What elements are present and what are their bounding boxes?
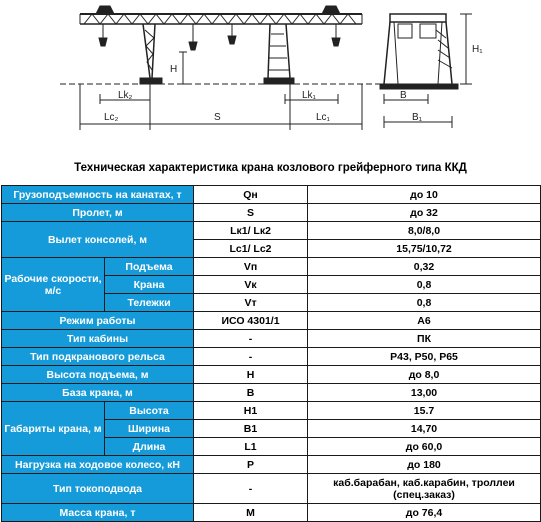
spec-table xyxy=(1,185,541,522)
table-row xyxy=(2,384,541,402)
dim-lk1: Lk₁ xyxy=(302,90,316,101)
row-value: 15.7 xyxy=(308,402,541,420)
row-value: А6 xyxy=(308,312,541,330)
table-row xyxy=(2,222,541,240)
row-symbol: Vк xyxy=(194,276,308,294)
row-label: База крана, м xyxy=(2,384,194,402)
row-symbol: - xyxy=(194,330,308,348)
table-title: Техническая характеристика крана козлового грейферного типа ККД xyxy=(74,162,467,174)
table-row xyxy=(2,504,541,522)
row-symbol: Qн xyxy=(194,186,308,204)
row-value: 13,00 xyxy=(308,384,541,402)
row-symbol: S xyxy=(194,204,308,222)
dim-b: B xyxy=(400,90,407,101)
dim-lc2: Lc₂ xyxy=(104,112,119,123)
row-value: каб.барабан, каб.карабин, троллеи (спец.заказ) xyxy=(308,474,541,504)
sub-label: Крана xyxy=(105,276,194,294)
row-value: 8,0/8,0 xyxy=(308,222,541,240)
row-label: Тип подкранового рельса xyxy=(2,348,194,366)
row-label: Масса крана, т xyxy=(2,504,194,522)
row-symbol: H xyxy=(194,366,308,384)
row-symbol: ИСО 4301/1 xyxy=(194,312,308,330)
table-row xyxy=(2,330,541,348)
dim-h1: H₁ xyxy=(472,44,483,55)
row-symbol: H1 xyxy=(194,402,308,420)
table-row xyxy=(2,204,541,222)
sub-label: Ширина xyxy=(105,420,194,438)
row-value: 14,70 xyxy=(308,420,541,438)
crane-drawing xyxy=(0,0,541,150)
row-label: Режим работы xyxy=(2,312,194,330)
row-value: 0,32 xyxy=(308,258,541,276)
row-label: Вылет консолей, м xyxy=(2,222,194,258)
dim-lk2: Lk₂ xyxy=(118,90,133,101)
crane-left-leg xyxy=(140,24,162,84)
row-symbol: B xyxy=(194,384,308,402)
table-row xyxy=(2,348,541,366)
table-row xyxy=(2,258,541,276)
dim-s: S xyxy=(214,112,221,123)
sub-label: Длина xyxy=(105,438,194,456)
row-value: до 10 xyxy=(308,186,541,204)
group-label: Рабочие скорости, м/с xyxy=(2,258,105,312)
crane-girder xyxy=(80,6,362,24)
row-symbol: B1 xyxy=(194,420,308,438)
row-value: до 180 xyxy=(308,456,541,474)
row-value: до 60,0 xyxy=(308,438,541,456)
row-symbol: L1 xyxy=(194,438,308,456)
crane-right-leg xyxy=(264,24,294,84)
row-value: 0,8 xyxy=(308,294,541,312)
crane-side-view xyxy=(380,14,458,89)
row-symbol: M xyxy=(194,504,308,522)
row-symbol: Lc1/ Lc2 xyxy=(194,240,308,258)
row-label: Тип токоподвода xyxy=(2,474,194,504)
row-value: до 8,0 xyxy=(308,366,541,384)
row-symbol: - xyxy=(194,348,308,366)
row-symbol: Lк1/ Lк2 xyxy=(194,222,308,240)
row-label: Грузоподъемность на канатах, т xyxy=(2,186,194,204)
row-value: ПК xyxy=(308,330,541,348)
table-row xyxy=(2,474,541,504)
row-symbol: - xyxy=(194,474,308,504)
sub-label: Подъема xyxy=(105,258,194,276)
row-value: до 32 xyxy=(308,204,541,222)
row-value: до 76,4 xyxy=(308,504,541,522)
row-label: Высота подъема, м xyxy=(2,366,194,384)
sub-label: Тележки xyxy=(105,294,194,312)
dim-h: H xyxy=(170,64,178,75)
row-label: Нагрузка на ходовое колесо, кН xyxy=(2,456,194,474)
table-row xyxy=(2,312,541,330)
row-label: Тип кабины xyxy=(2,330,194,348)
row-symbol: P xyxy=(194,456,308,474)
row-value: 0,8 xyxy=(308,276,541,294)
table-row xyxy=(2,186,541,204)
table-row xyxy=(2,456,541,474)
row-symbol: Vп xyxy=(194,258,308,276)
row-label: Пролет, м xyxy=(2,204,194,222)
row-value: 15,75/10,72 xyxy=(308,240,541,258)
dim-b1: B₁ xyxy=(412,112,423,123)
table-row xyxy=(2,402,541,420)
sub-label: Высота xyxy=(105,402,194,420)
table-row xyxy=(2,366,541,384)
dim-lc1: Lc₁ xyxy=(316,112,330,123)
crane-hooks xyxy=(99,24,340,50)
row-symbol: Vт xyxy=(194,294,308,312)
row-value: Р43, Р50, Р65 xyxy=(308,348,541,366)
group-label: Габариты крана, м xyxy=(2,402,105,456)
